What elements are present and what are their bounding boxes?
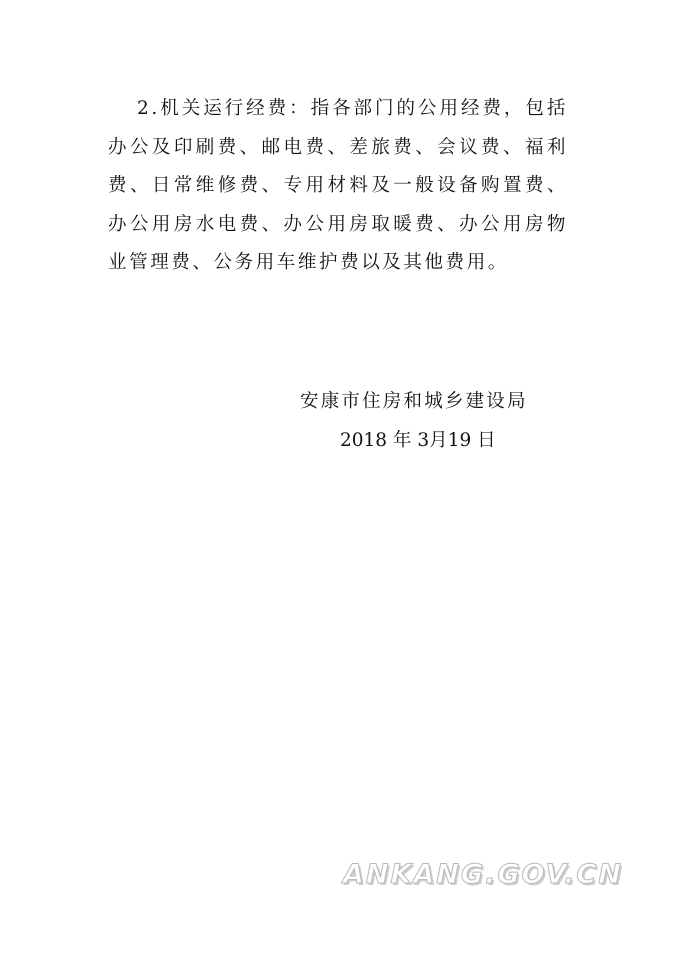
issuing-authority: 安康市住房和城乡建设局 <box>300 391 528 412</box>
date-year-unit: 年 <box>392 430 412 451</box>
site-watermark: ANKANG.GOV.CN <box>343 859 623 890</box>
body-text <box>108 90 568 283</box>
date-day-unit: 日 <box>477 430 496 451</box>
date-month: 3 <box>417 430 430 451</box>
date-year: 2018 <box>340 430 388 451</box>
expense-definition-paragraph: 2.机关运行经费：指各部门的公用经费，包括办公及印刷费、邮电费、差旅费、会议费、福利费、日常维修费、专用材料及一般设备购置费、办公用房水电费、办公用房取暖费、办公用房物业管理费、公务用车维护费以及其他费用。 <box>108 98 568 273</box>
issue-date <box>340 426 496 452</box>
date-day: 19 <box>447 430 472 451</box>
date-month-unit: 月 <box>429 430 448 451</box>
